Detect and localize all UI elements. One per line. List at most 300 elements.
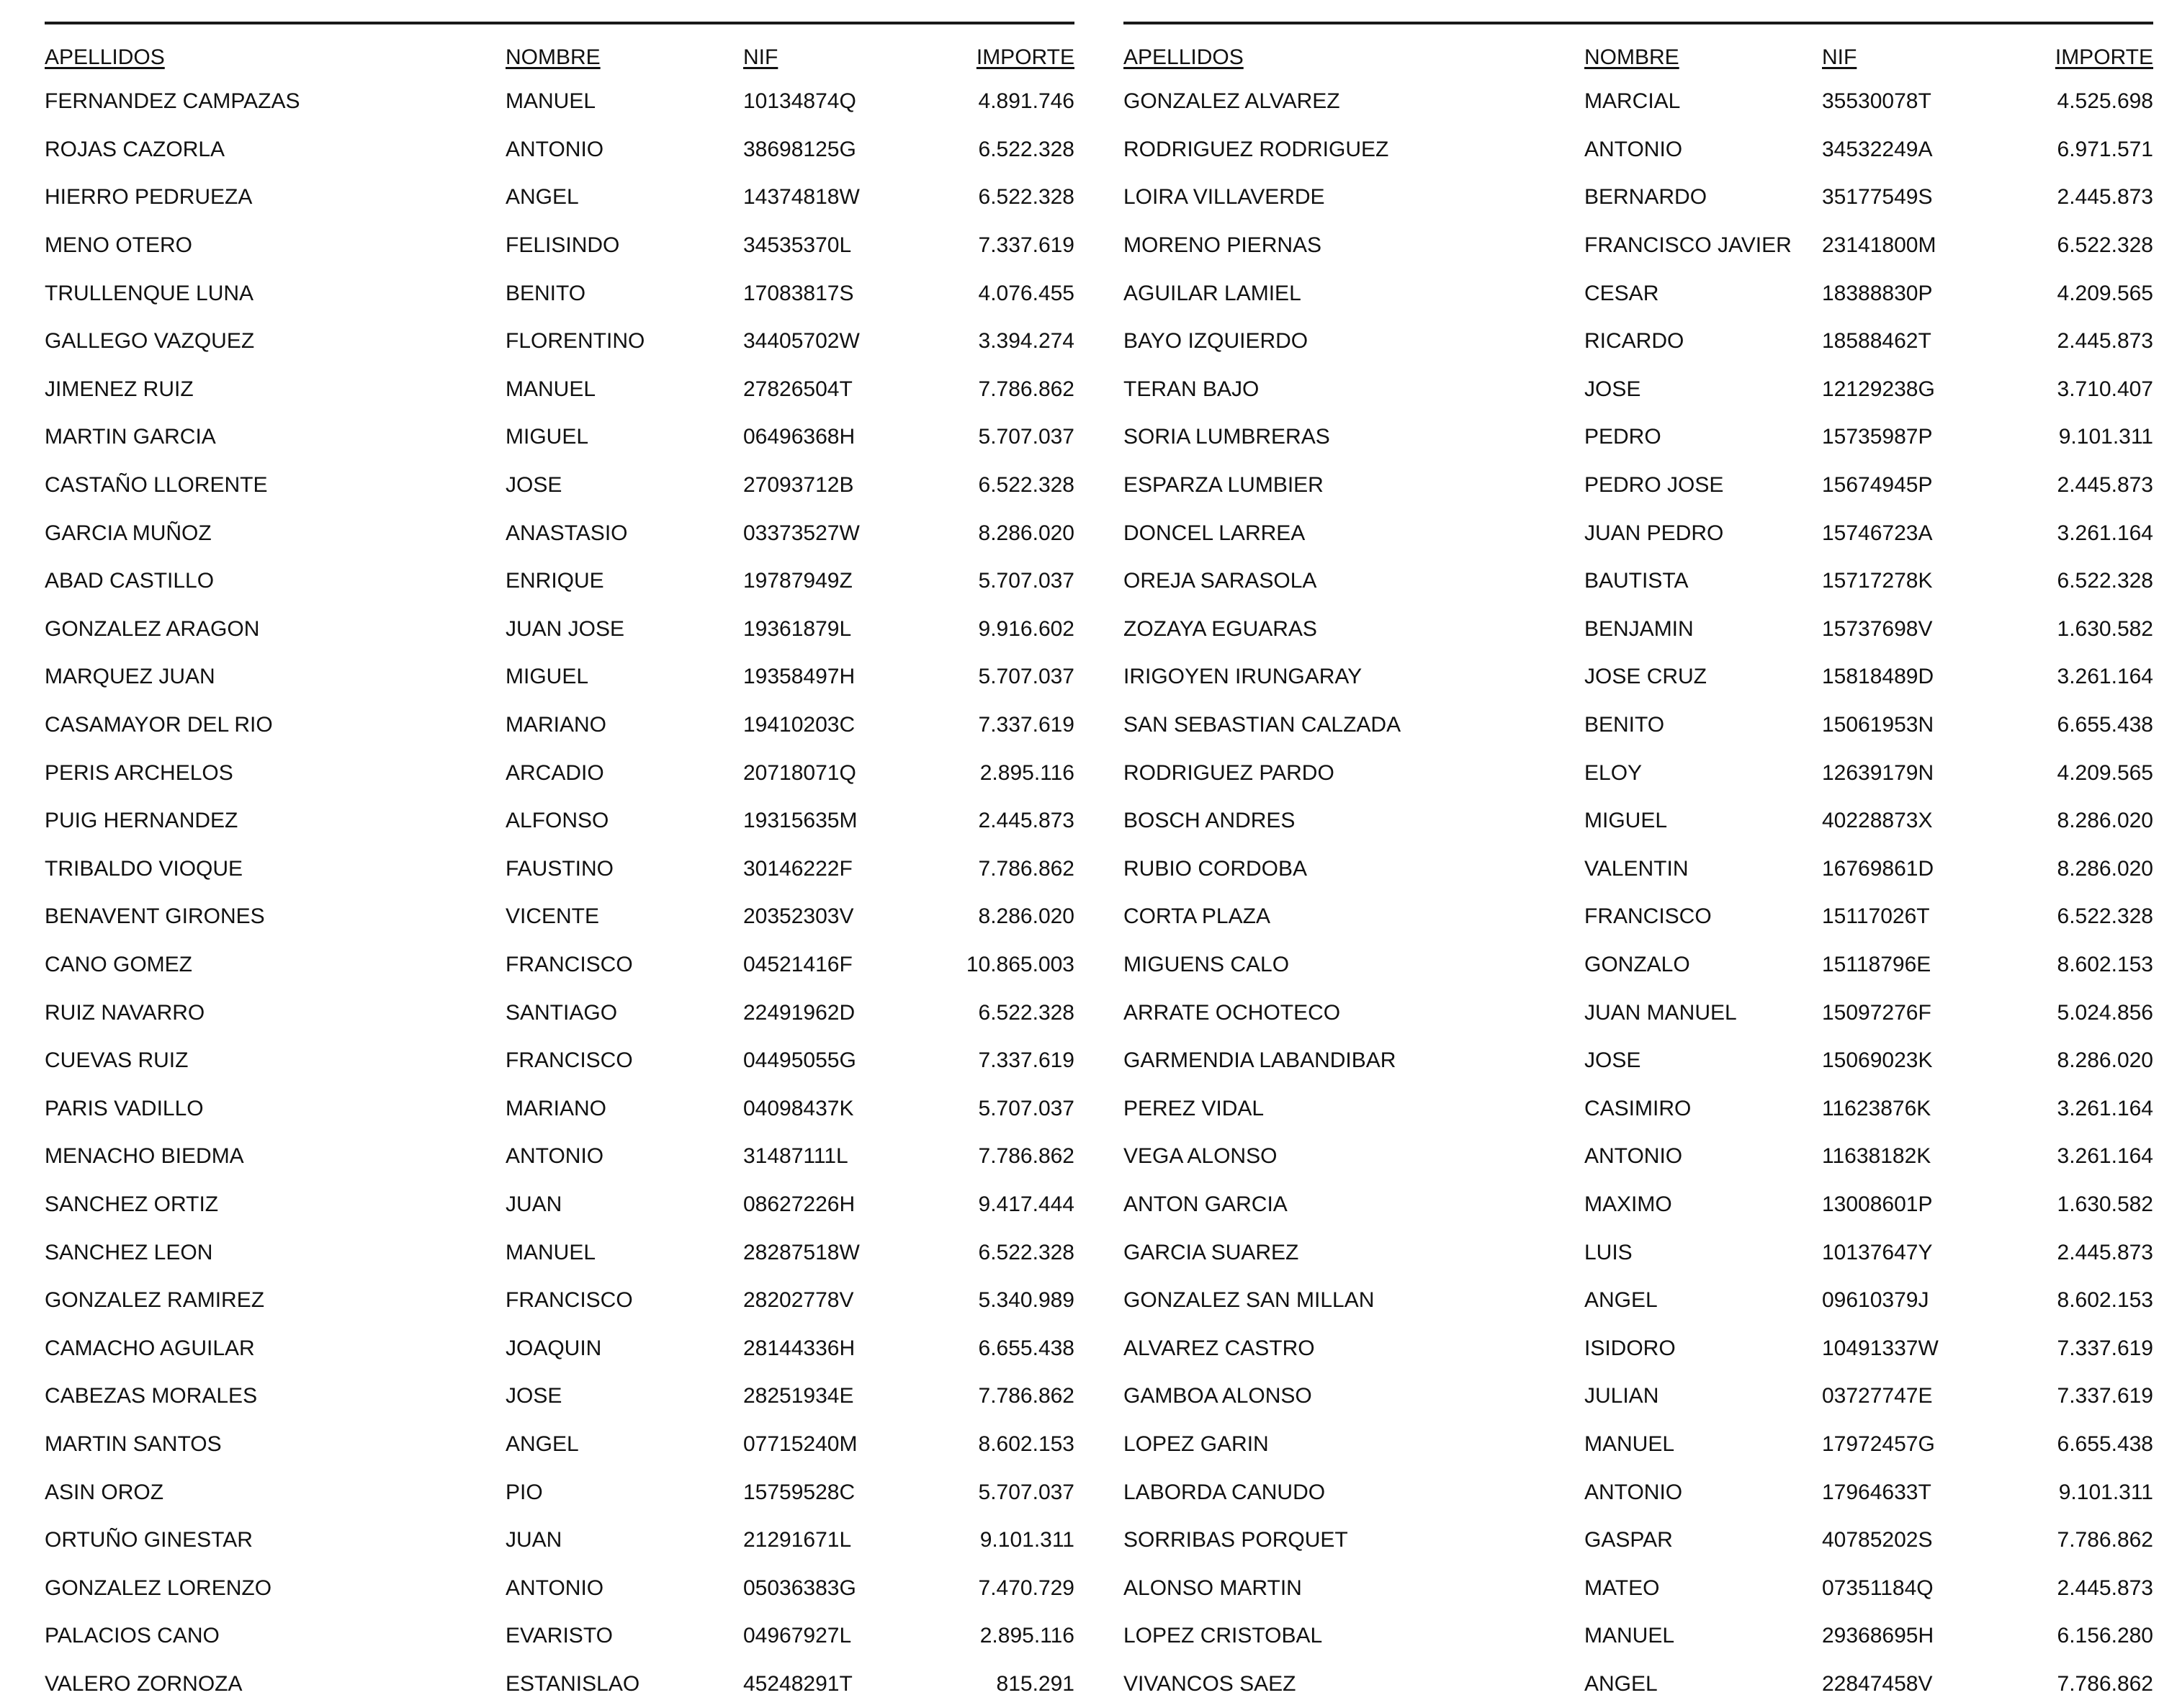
table-row [45, 1037, 1074, 1085]
cell-nif: 13008601P [1822, 1192, 1933, 1216]
table-row [1123, 462, 2153, 510]
cell-apellidos: RODRIGUEZ PARDO [1123, 760, 1334, 785]
cell-importe: 8.286.020 [2057, 809, 2153, 833]
cell-apellidos: CABEZAS MORALES [45, 1384, 258, 1408]
cell-importe: 6.522.328 [978, 473, 1074, 498]
cell-importe: 6.522.328 [978, 1000, 1074, 1025]
cell-importe: 2.445.873 [2057, 329, 2153, 354]
cell-apellidos: ALVAREZ CASTRO [1123, 1336, 1315, 1360]
table-row [45, 222, 1074, 270]
cell-nif: 07351184Q [1822, 1576, 1934, 1600]
table-row [45, 413, 1074, 462]
table-row [45, 606, 1074, 654]
table-row [1123, 1660, 2153, 1708]
cell-apellidos: CANO GOMEZ [45, 952, 193, 976]
table-row [1123, 509, 2153, 557]
cell-nombre: ANTONIO [506, 1576, 604, 1600]
cell-nombre: JOSE [506, 473, 562, 498]
cell-nombre: EVARISTO [506, 1624, 613, 1648]
cell-importe: 6.522.328 [978, 1240, 1074, 1264]
cell-nif: 16769861D [1822, 856, 1934, 881]
cell-importe: 6.522.328 [978, 185, 1074, 210]
cell-importe: 9.417.444 [978, 1192, 1074, 1216]
table-row [1123, 413, 2153, 462]
cell-nombre: FRANCISCO JAVIER [1584, 233, 1792, 258]
cell-nif: 19410203C [743, 713, 856, 737]
table-row [45, 1468, 1074, 1516]
right-header-row [1123, 37, 2153, 78]
table-row [1123, 989, 2153, 1037]
cell-importe: 5.024.856 [2057, 1000, 2153, 1025]
cell-importe: 7.337.619 [2057, 1384, 2153, 1408]
cell-nombre: ANASTASIO [506, 521, 628, 545]
table-row [1123, 606, 2153, 654]
table-row [45, 126, 1074, 174]
cell-importe: 2.445.873 [978, 809, 1074, 833]
cell-nif: 12639179N [1822, 760, 1934, 785]
cell-nombre: MANUEL [506, 377, 596, 401]
table-row [1123, 1468, 2153, 1516]
cell-apellidos: BOSCH ANDRES [1123, 809, 1296, 833]
table-row [45, 1133, 1074, 1181]
cell-apellidos: AGUILAR LAMIEL [1123, 281, 1301, 305]
cell-nombre: MANUEL [506, 1240, 596, 1264]
cell-nombre: JUAN [506, 1192, 562, 1216]
cell-importe: 7.337.619 [978, 713, 1074, 737]
cell-nif: 15737698V [1822, 616, 1933, 641]
table-row [1123, 941, 2153, 989]
cell-apellidos: MIGUENS CALO [1123, 952, 1290, 976]
table-row [45, 701, 1074, 750]
cell-importe: 7.337.619 [978, 1048, 1074, 1073]
cell-importe: 5.707.037 [978, 665, 1074, 689]
cell-importe: 7.337.619 [2057, 1336, 2153, 1360]
cell-nombre: SANTIAGO [506, 1000, 618, 1025]
table-row [1123, 1421, 2153, 1469]
cell-importe: 3.261.164 [2057, 1096, 2153, 1120]
cell-nif: 34535370L [743, 233, 852, 258]
cell-apellidos: LOPEZ CRISTOBAL [1123, 1624, 1323, 1648]
cell-apellidos: GONZALEZ LORENZO [45, 1576, 272, 1600]
cell-apellidos: GARCIA SUAREZ [1123, 1240, 1299, 1264]
cell-nif: 18388830P [1822, 281, 1933, 305]
cell-nif: 28287518W [743, 1240, 860, 1264]
cell-nombre: FRANCISCO [506, 1288, 633, 1313]
cell-nif: 31487111L [743, 1144, 848, 1169]
cell-nif: 21291671L [743, 1528, 852, 1552]
cell-nif: 15117026T [1822, 904, 1930, 929]
cell-nif: 35530078T [1822, 89, 1931, 114]
table-row [45, 366, 1074, 414]
cell-nombre: MARIANO [506, 713, 607, 737]
cell-importe: 8.602.153 [978, 1431, 1074, 1456]
cell-apellidos: GONZALEZ RAMIREZ [45, 1288, 265, 1313]
cell-apellidos: GARCIA MUÑOZ [45, 521, 212, 545]
cell-apellidos: FERNANDEZ CAMPAZAS [45, 89, 300, 114]
cell-importe: 7.786.862 [978, 856, 1074, 881]
cell-nif: 34532249A [1822, 137, 1933, 161]
cell-nombre: MARIANO [506, 1096, 607, 1120]
cell-nombre: LUIS [1584, 1240, 1633, 1264]
cell-importe: 815.291 [996, 1671, 1074, 1696]
cell-nif: 19361879L [743, 616, 852, 641]
cell-nombre: ESTANISLAO [506, 1671, 640, 1696]
cell-apellidos: SANCHEZ LEON [45, 1240, 213, 1264]
cell-importe: 2.445.873 [2057, 185, 2153, 210]
table-row [1123, 1516, 2153, 1565]
cell-apellidos: PEREZ VIDAL [1123, 1096, 1265, 1120]
cell-nombre: CESAR [1584, 281, 1659, 305]
cell-nif: 40785202S [1822, 1528, 1933, 1552]
table-row [1123, 222, 2153, 270]
table-row [45, 462, 1074, 510]
cell-importe: 6.522.328 [2057, 904, 2153, 929]
cell-importe: 6.655.438 [2057, 713, 2153, 737]
cell-apellidos: MENO OTERO [45, 233, 193, 258]
header-importe: IMPORTE [2055, 45, 2153, 69]
cell-nombre: ANGEL [1584, 1288, 1658, 1313]
cell-apellidos: IRIGOYEN IRUNGARAY [1123, 665, 1363, 689]
cell-apellidos: ARRATE OCHOTECO [1123, 1000, 1341, 1025]
table-row [1123, 1324, 2153, 1372]
cell-importe: 7.786.862 [978, 1144, 1074, 1169]
cell-nombre: MANUEL [1584, 1624, 1675, 1648]
table-row [1123, 557, 2153, 606]
cell-nombre: ANTONIO [506, 1144, 604, 1169]
cell-apellidos: MARTIN SANTOS [45, 1431, 222, 1456]
right-table [1123, 37, 2153, 1708]
cell-apellidos: OREJA SARASOLA [1123, 569, 1317, 593]
cell-nif: 12129238G [1822, 377, 1935, 401]
cell-nombre: ANGEL [506, 185, 579, 210]
table-row [45, 318, 1074, 366]
cell-nif: 03727747E [1822, 1384, 1933, 1408]
cell-importe: 8.286.020 [978, 521, 1074, 545]
cell-importe: 4.209.565 [2057, 281, 2153, 305]
table-row [45, 1277, 1074, 1325]
cell-nif: 15759528C [743, 1480, 856, 1504]
table-row [1123, 318, 2153, 366]
cell-apellidos: RUBIO CORDOBA [1123, 856, 1308, 881]
table-row [1123, 1181, 2153, 1229]
cell-nombre: JUAN PEDRO [1584, 521, 1724, 545]
cell-importe: 9.101.311 [979, 1528, 1074, 1552]
cell-nombre: MIGUEL [506, 665, 589, 689]
cell-nif: 30146222F [743, 856, 853, 881]
cell-nif: 28144336H [743, 1336, 856, 1360]
cell-nombre: PIO [506, 1480, 543, 1504]
table-row [1123, 653, 2153, 701]
cell-importe: 2.445.873 [2057, 473, 2153, 498]
cell-importe: 10.865.003 [966, 952, 1074, 976]
cell-apellidos: BAYO IZQUIERDO [1123, 329, 1309, 354]
cell-nombre: FRANCISCO [506, 952, 633, 976]
cell-nif: 19358497H [743, 665, 856, 689]
left-table-body [45, 78, 1074, 1708]
cell-apellidos: HIERRO PEDRUEZA [45, 185, 253, 210]
cell-importe: 5.707.037 [978, 1096, 1074, 1120]
table-row [45, 1660, 1074, 1708]
cell-apellidos: MENACHO BIEDMA [45, 1144, 244, 1169]
cell-nombre: JULIAN [1584, 1384, 1659, 1408]
cell-apellidos: GONZALEZ ALVAREZ [1123, 89, 1340, 114]
cell-nif: 28202778V [743, 1288, 854, 1313]
cell-apellidos: PARIS VADILLO [45, 1096, 204, 1120]
cell-nif: 22847458V [1822, 1671, 1933, 1696]
cell-nombre: ENRIQUE [506, 569, 604, 593]
table-row [45, 174, 1074, 222]
cell-importe: 8.602.153 [2057, 1288, 2153, 1313]
cell-nif: 17964633T [1822, 1480, 1931, 1504]
cell-nif: 19315635M [743, 809, 858, 833]
cell-importe: 6.655.438 [2057, 1431, 2153, 1456]
cell-nif: 15061953N [1822, 713, 1934, 737]
header-nombre: NOMBRE [506, 45, 601, 69]
cell-importe: 3.261.164 [2057, 521, 2153, 545]
cell-importe: 4.525.698 [2057, 89, 2153, 114]
cell-nif: 20352303V [743, 904, 854, 929]
cell-nombre: BENITO [1584, 713, 1665, 737]
cell-nombre: ANTONIO [1584, 1480, 1683, 1504]
cell-importe: 7.470.729 [978, 1576, 1074, 1600]
cell-nif: 38698125G [743, 137, 856, 161]
cell-nombre: FRANCISCO [1584, 904, 1712, 929]
cell-nombre: JUAN MANUEL [1584, 1000, 1737, 1025]
cell-nif: 35177549S [1822, 185, 1933, 210]
cell-nif: 11623876K [1822, 1096, 1931, 1120]
cell-nif: 10137647Y [1822, 1240, 1933, 1264]
table-row [1123, 366, 2153, 414]
cell-apellidos: ABAD CASTILLO [45, 569, 215, 593]
cell-nombre: BERNARDO [1584, 185, 1707, 210]
cell-apellidos: SAN SEBASTIAN CALZADA [1123, 713, 1401, 737]
table-row [45, 557, 1074, 606]
cell-importe: 9.916.602 [978, 616, 1074, 641]
cell-nif: 09610379J [1822, 1288, 1929, 1313]
cell-importe: 7.786.862 [2057, 1528, 2153, 1552]
cell-nombre: FELISINDO [506, 233, 620, 258]
cell-apellidos: TERAN BAJO [1123, 377, 1260, 401]
cell-nombre: MARCIAL [1584, 89, 1681, 114]
cell-apellidos: LOIRA VILLAVERDE [1123, 185, 1325, 210]
cell-nombre: MIGUEL [506, 425, 589, 449]
cell-nombre: ANTONIO [1584, 137, 1683, 161]
left-table [45, 37, 1074, 1708]
cell-importe: 7.786.862 [978, 1384, 1074, 1408]
cell-importe: 7.337.619 [978, 233, 1074, 258]
table-row [45, 749, 1074, 797]
cell-apellidos: MARQUEZ JUAN [45, 665, 215, 689]
table-row [45, 1228, 1074, 1277]
table-row [45, 1324, 1074, 1372]
cell-nif: 27093712B [743, 473, 854, 498]
cell-nif: 15118796E [1822, 952, 1931, 976]
cell-nif: 04521416F [743, 952, 853, 976]
cell-nif: 28251934E [743, 1384, 854, 1408]
table-row [45, 78, 1074, 126]
cell-nombre: CASIMIRO [1584, 1096, 1692, 1120]
cell-importe: 8.602.153 [2057, 952, 2153, 976]
cell-apellidos: GARMENDIA LABANDIBAR [1123, 1048, 1396, 1073]
cell-importe: 2.895.116 [979, 1624, 1074, 1648]
cell-importe: 6.655.438 [978, 1336, 1074, 1360]
cell-importe: 9.101.311 [2058, 1480, 2153, 1504]
cell-importe: 3.261.164 [2057, 665, 2153, 689]
table-row [1123, 78, 2153, 126]
table-row [1123, 701, 2153, 750]
cell-nif: 18588462T [1822, 329, 1931, 354]
cell-apellidos: ROJAS CAZORLA [45, 137, 225, 161]
cell-nombre: MANUEL [506, 89, 596, 114]
cell-nif: 17083817S [743, 281, 854, 305]
cell-nif: 14374818W [743, 185, 860, 210]
header-apellidos: APELLIDOS [45, 45, 165, 69]
cell-nif: 45248291T [743, 1671, 853, 1696]
table-row [1123, 893, 2153, 941]
cell-apellidos: ORTUÑO GINESTAR [45, 1528, 253, 1552]
cell-importe: 5.707.037 [978, 569, 1074, 593]
cell-apellidos: GONZALEZ SAN MILLAN [1123, 1288, 1375, 1313]
cell-nombre: MANUEL [1584, 1431, 1675, 1456]
right-top-rule [1123, 22, 2153, 24]
cell-nif: 27826504T [743, 377, 853, 401]
cell-apellidos: VIVANCOS SAEZ [1123, 1671, 1296, 1696]
cell-importe: 6.522.328 [978, 137, 1074, 161]
cell-apellidos: GALLEGO VAZQUEZ [45, 329, 255, 354]
cell-apellidos: CAMACHO AGUILAR [45, 1336, 255, 1360]
cell-apellidos: SORIA LUMBRERAS [1123, 425, 1330, 449]
table-row [1123, 1277, 2153, 1325]
cell-nombre: ISIDORO [1584, 1336, 1676, 1360]
cell-apellidos: ZOZAYA EGUARAS [1123, 616, 1317, 641]
table-row [45, 1181, 1074, 1229]
cell-nif: 03373527W [743, 521, 860, 545]
cell-apellidos: VEGA ALONSO [1123, 1144, 1278, 1169]
table-row [45, 1084, 1074, 1133]
cell-apellidos: CASAMAYOR DEL RIO [45, 713, 273, 737]
cell-nombre: JOSE [506, 1384, 562, 1408]
cell-nombre: ELOY [1584, 760, 1643, 785]
table-row [45, 893, 1074, 941]
table-row [1123, 1084, 2153, 1133]
cell-importe: 6.522.328 [2057, 233, 2153, 258]
cell-nif: 07715240M [743, 1431, 858, 1456]
cell-nif: 10491337W [1822, 1336, 1939, 1360]
cell-apellidos: GAMBOA ALONSO [1123, 1384, 1312, 1408]
table-row [1123, 1372, 2153, 1421]
cell-nombre: RICARDO [1584, 329, 1684, 354]
cell-apellidos: VALERO ZORNOZA [45, 1671, 243, 1696]
cell-nombre: PEDRO JOSE [1584, 473, 1724, 498]
header-nombre: NOMBRE [1584, 45, 1679, 69]
cell-apellidos: CASTAÑO LLORENTE [45, 473, 268, 498]
cell-nif: 04967927L [743, 1624, 852, 1648]
cell-importe: 9.101.311 [2058, 425, 2153, 449]
cell-nombre: JOAQUIN [506, 1336, 602, 1360]
cell-nif: 15818489D [1822, 665, 1934, 689]
cell-nombre: ARCADIO [506, 760, 604, 785]
table-row [1123, 126, 2153, 174]
cell-nombre: JOSE CRUZ [1584, 665, 1707, 689]
table-row [1123, 1037, 2153, 1085]
cell-nif: 05036383G [743, 1576, 856, 1600]
cell-nif: 15097276F [1822, 1000, 1931, 1025]
header-nif: NIF [743, 45, 778, 69]
cell-importe: 4.209.565 [2057, 760, 2153, 785]
cell-apellidos: PERIS ARCHELOS [45, 760, 233, 785]
cell-nombre: VALENTIN [1584, 856, 1689, 881]
table-row [45, 1372, 1074, 1421]
cell-apellidos: MARTIN GARCIA [45, 425, 216, 449]
cell-apellidos: RUIZ NAVARRO [45, 1000, 205, 1025]
cell-apellidos: PALACIOS CANO [45, 1624, 220, 1648]
cell-nombre: FRANCISCO [506, 1048, 633, 1073]
table-row [45, 1421, 1074, 1469]
cell-nif: 29368695H [1822, 1624, 1934, 1648]
cell-nif: 40228873X [1822, 809, 1933, 833]
cell-nif: 17972457G [1822, 1431, 1935, 1456]
cell-nombre: GONZALO [1584, 952, 1690, 976]
table-row [1123, 1133, 2153, 1181]
cell-importe: 2.445.873 [2057, 1576, 2153, 1600]
cell-nif: 15717278K [1822, 569, 1933, 593]
cell-nombre: BAUTISTA [1584, 569, 1689, 593]
cell-nombre: BENJAMIN [1584, 616, 1694, 641]
cell-apellidos: DONCEL LARREA [1123, 521, 1306, 545]
cell-nombre: JUAN JOSE [506, 616, 625, 641]
cell-apellidos: PUIG HERNANDEZ [45, 809, 238, 833]
cell-nombre: ANTONIO [1584, 1144, 1683, 1169]
table-row [45, 845, 1074, 894]
cell-nif: 34405702W [743, 329, 860, 354]
cell-apellidos: MORENO PIERNAS [1123, 233, 1322, 258]
table-row [1123, 1612, 2153, 1660]
cell-nif: 15746723A [1822, 521, 1933, 545]
cell-nif: 19787949Z [743, 569, 853, 593]
cell-nombre: JOSE [1584, 1048, 1641, 1073]
header-apellidos: APELLIDOS [1123, 45, 1244, 69]
cell-nombre: PEDRO [1584, 425, 1661, 449]
cell-nombre: ANGEL [506, 1431, 579, 1456]
cell-importe: 4.076.455 [978, 281, 1074, 305]
cell-importe: 5.707.037 [978, 1480, 1074, 1504]
cell-nombre: ANGEL [1584, 1671, 1658, 1696]
cell-importe: 3.394.274 [978, 329, 1074, 354]
cell-nif: 20718071Q [743, 760, 856, 785]
cell-apellidos: GONZALEZ ARAGON [45, 616, 260, 641]
cell-nif: 06496368H [743, 425, 856, 449]
cell-apellidos: ANTON GARCIA [1123, 1192, 1288, 1216]
cell-nif: 22491962D [743, 1000, 856, 1025]
cell-importe: 8.286.020 [2057, 856, 2153, 881]
header-importe: IMPORTE [976, 45, 1074, 69]
cell-importe: 6.156.280 [2057, 1624, 2153, 1648]
cell-nombre: FLORENTINO [506, 329, 645, 354]
cell-apellidos: ASIN OROZ [45, 1480, 164, 1504]
cell-nombre: VICENTE [506, 904, 600, 929]
cell-importe: 5.340.989 [978, 1288, 1074, 1313]
cell-importe: 6.522.328 [2057, 569, 2153, 593]
table-row [45, 989, 1074, 1037]
table-row [1123, 749, 2153, 797]
table-row [45, 1516, 1074, 1565]
cell-importe: 4.891.746 [978, 89, 1074, 114]
cell-apellidos: SORRIBAS PORQUET [1123, 1528, 1348, 1552]
cell-nif: 08627226H [743, 1192, 856, 1216]
cell-apellidos: ALONSO MARTIN [1123, 1576, 1302, 1600]
cell-nombre: MATEO [1584, 1576, 1660, 1600]
table-row [45, 653, 1074, 701]
